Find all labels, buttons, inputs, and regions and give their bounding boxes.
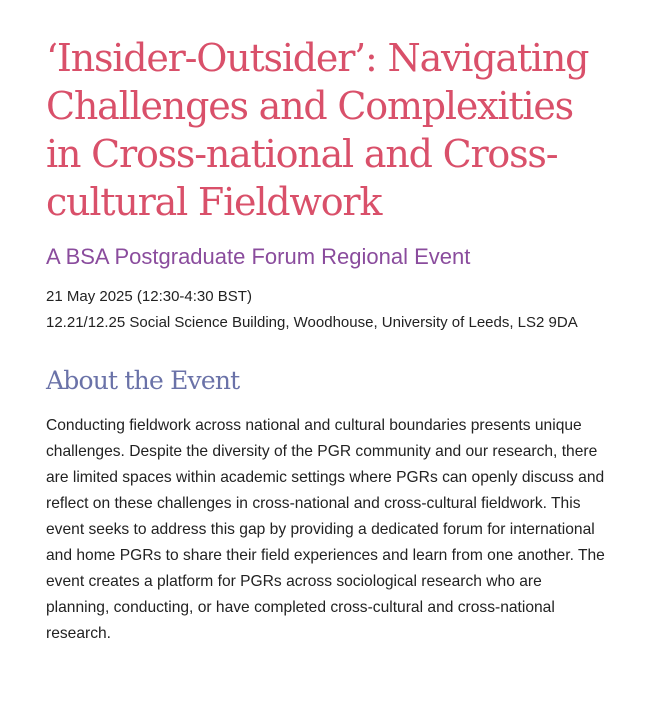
event-title: ‘Insider-Outsider’: Navigating Challenges and Complexities in Cross-national and Cross-cultural Fieldwork — [46, 36, 589, 224]
event-page — [46, 34, 606, 647]
about-body: Conducting fieldwork across national and cultural boundaries presents unique challenges. Despite the diversity of the PGR community and our research, there are limited spaces within academic settings where PGRs can openly discuss and reflect on these challenges in cross-national and cross-cultural fieldwork. This event seeks to address this gap by providing a dedicated forum for international and home PGRs to share their field experiences and learn from one another. The event creates a platform for PGRs across sociological research who are planning, conducting, or have completed cross-cultural and cross-national research. — [46, 417, 605, 642]
event-details — [46, 284, 606, 336]
event-location: 12.21/12.25 Social Science Building, Woodhouse, University of Leeds, LS2 9DA — [46, 314, 578, 331]
event-date: 21 May 2025 (12:30-4:30 BST) — [46, 288, 252, 305]
about-heading: About the Event — [46, 366, 240, 395]
event-subtitle: A BSA Postgraduate Forum Regional Event — [46, 244, 471, 269]
